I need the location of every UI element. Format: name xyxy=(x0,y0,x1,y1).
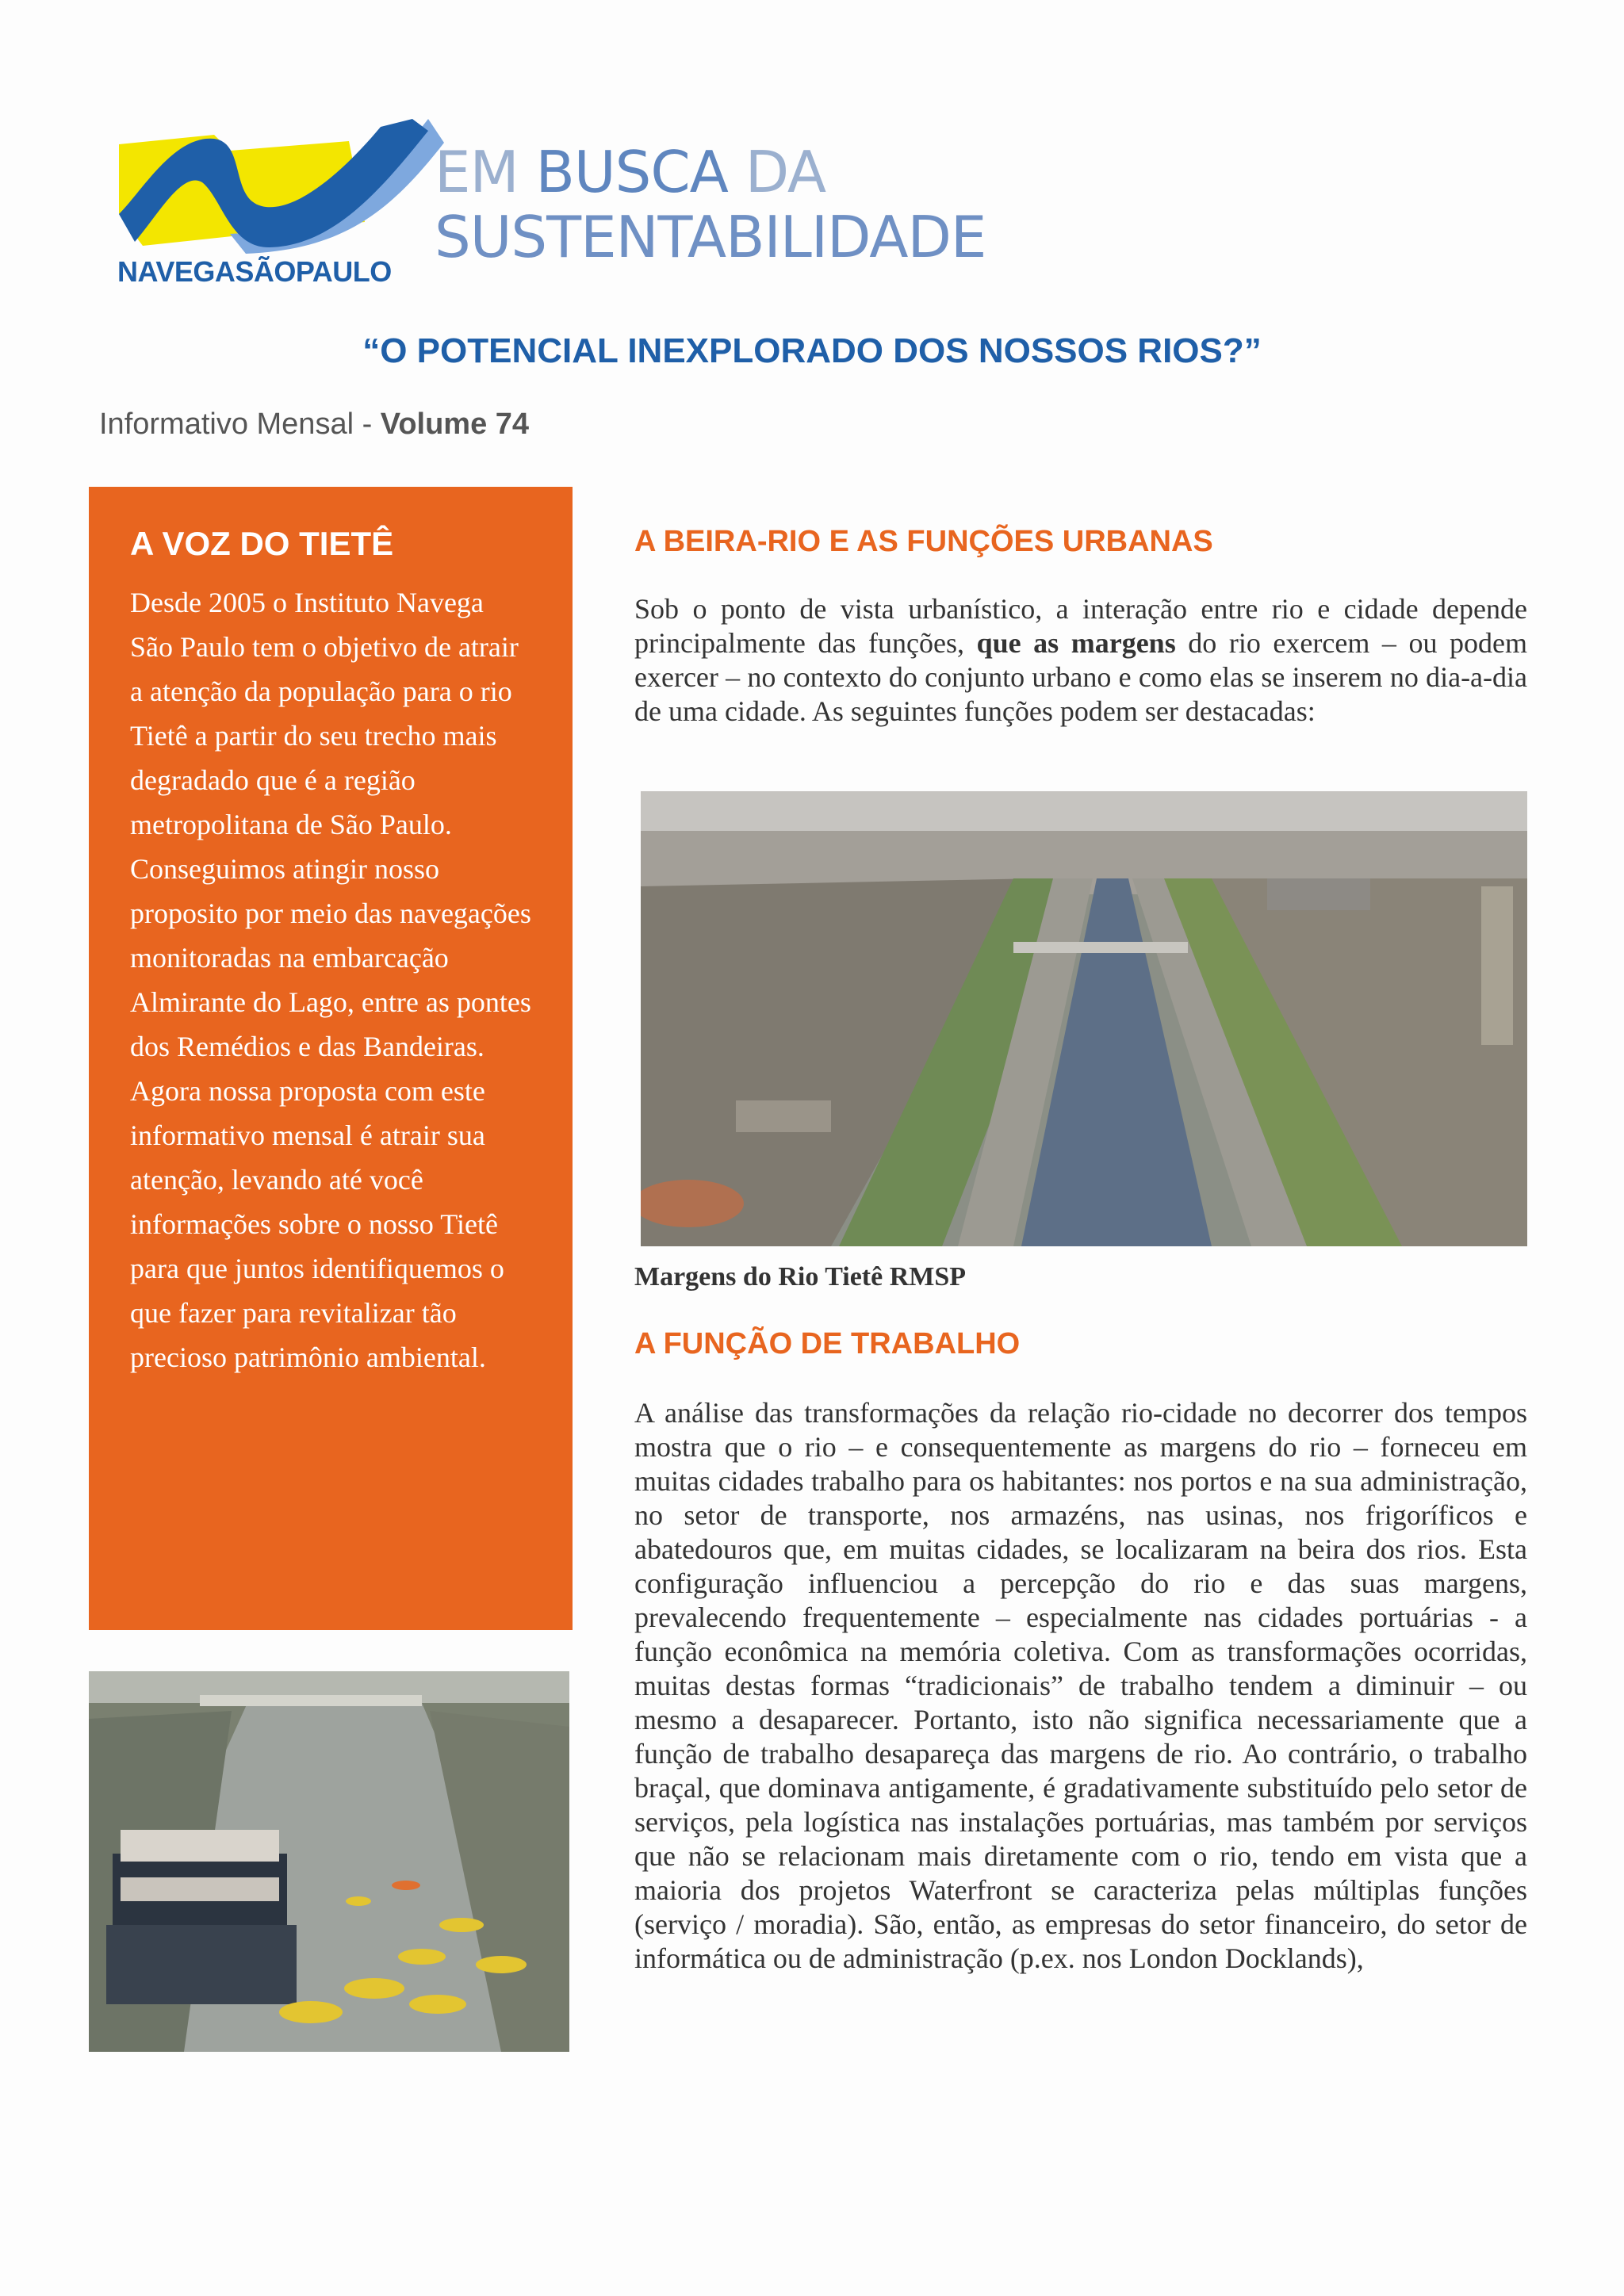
sidebar-title: A VOZ DO TIETÊ xyxy=(130,525,394,562)
photo-caption: Margens do Rio Tietê RMSP xyxy=(634,1262,967,1292)
section-text: A análise das transformações da relação rio-cidade no decorrer dos tempos mostra que o rio – e consequentemente as margens do rio – forneceu em muitas cidades trabalho para os habitantes: nos portos e na sua administração, no setor de transporte, nos armazéns, nas usinas, nos frigoríficos e abatedouros que, em muitas cidades, se localizaram na beira dos rios. Esta configuração influenciou a percepção do rio e das suas margens, prevalecendo frequentemente – especialmente nas cidades portuárias - a função econômica na memória coletiva. Com as transformações ocorridas, muitas destas formas “tradicionais” de trabalho tendem a diminuir – ou mesmo a desaparecer. Portanto, isto não significa necessariamente que a função de trabalho desapareça das margens de rio. Ao contrário, o trabalho braçal, que dominava antigamente, é gradativamente substituído pelo setor de serviços, pela logística nas instalações portuárias, mas também por serviços que não se relacionam mais diretamente com o rio, tendo em vista que a maioria dos projetos Waterfront se caracteriza pelas múltiplas funções (serviço / moradia). São, então, as empresas do setor financeiro, do setor de informática ou de administração (p.ex. nos London Docklands), xyxy=(634,1397,1527,1974)
river-photo xyxy=(641,791,1527,1246)
logo-wordmark: NAVEGASÃOPAULO xyxy=(117,255,392,288)
page-headline: “O POTENCIAL INEXPLORADO DOS NOSSOS RIOS?” xyxy=(362,331,1262,370)
section-beira-rio xyxy=(634,525,1527,729)
section-text: Sob o ponto de vista urbanístico, a interação entre rio e cidade depende principalmente das funções, que as margens do rio exercem – ou podem exercer – no contexto do conjunto urbano e como elas se inserem no dia-a-dia de uma cidade. As seguintes funções podem ser destacadas: xyxy=(634,593,1528,727)
issue-volume: Informativo Mensal - Volume 74 xyxy=(99,408,530,441)
section-title: A BEIRA-RIO E AS FUNÇÕES URBANAS xyxy=(634,525,1213,558)
sidebar-box xyxy=(89,487,573,1630)
section-title: A FUNÇÃO DE TRABALHO xyxy=(634,1327,1021,1360)
tagline: EM BUSCA DA SUSTENTABILIDADE xyxy=(435,139,986,270)
section-funcao-trabalho xyxy=(634,1327,1527,1976)
boat-photo xyxy=(89,1671,569,2052)
sidebar-text: Desde 2005 o Instituto Navega São Paulo tem o objetivo de atrair a atenção da população para o rio Tietê a partir do seu trecho mais degradado que é a região metropolitana de São Paulo. Conseguimos atingir nosso proposito por meio das navegações monitoradas na embarcação Almirante do Lago, entre as pontes dos Remédios e das Bandeiras. Agora nossa proposta com este informativo mensal é atrair sua atenção, levando até você informações sobre o nosso Tietê para que juntos identifiquemos o que fazer para revitalizar tão precioso patrimônio ambiental. xyxy=(130,587,531,1373)
